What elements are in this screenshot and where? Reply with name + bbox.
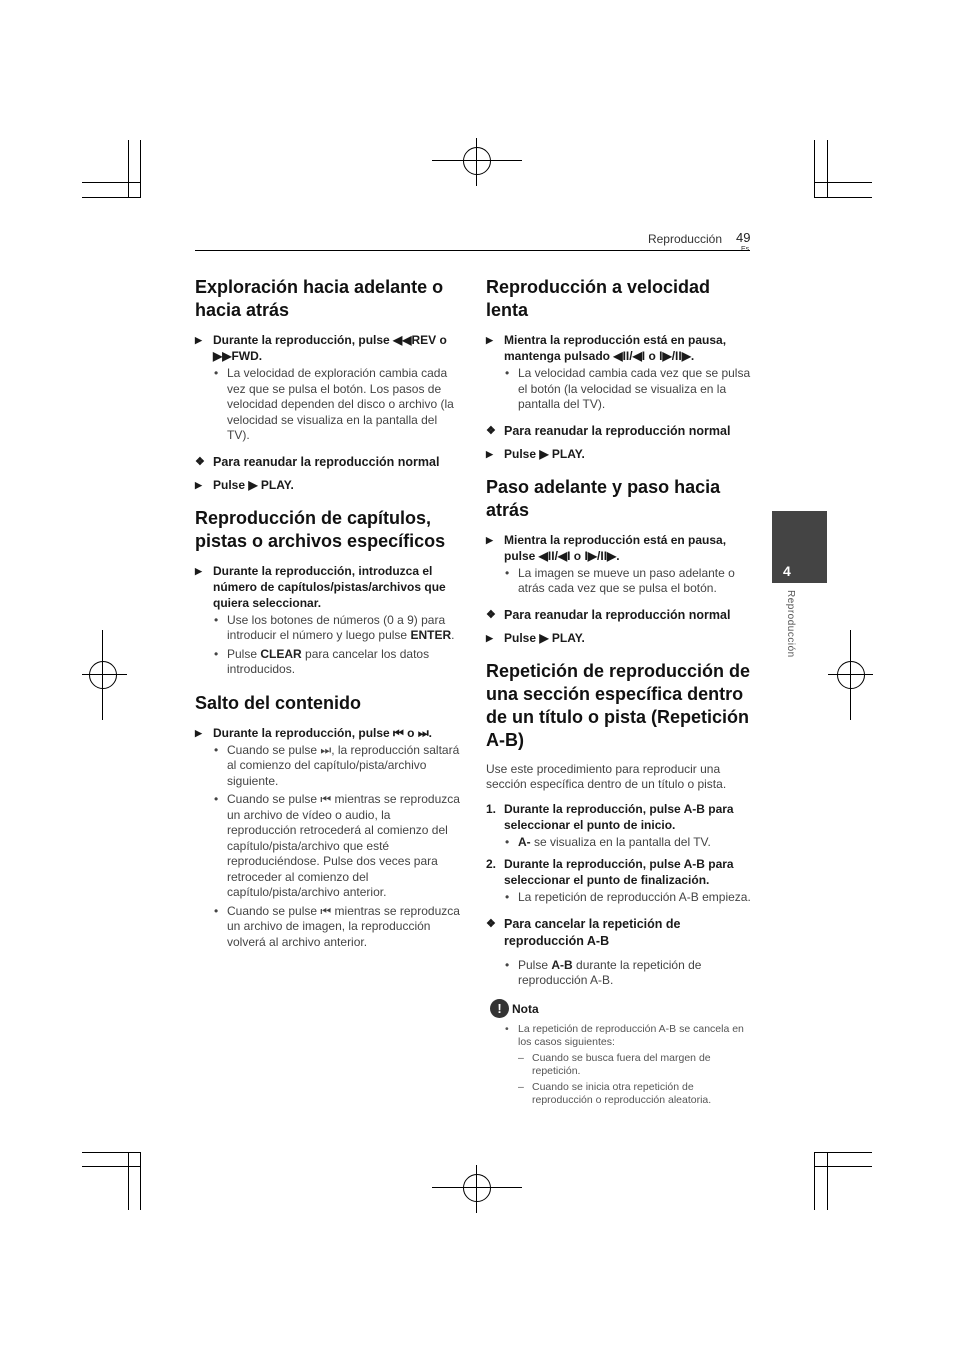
- instruction-step: ▶ Mientra la reproducción está en pausa, mantenga pulsado ◀II/◀I o I▶/II▶.: [486, 333, 727, 363]
- triangle-right-icon: ▶: [486, 632, 493, 643]
- triangle-right-icon: ▶: [195, 335, 202, 345]
- intro-paragraph: Use este procedimiento para reproducir una sección específica dentro de un título o pista.: [486, 761, 727, 791]
- bullet-item: • Cuando se pulse ⏮ mientras se reproduzca un archivo de vídeo o audio, la reproducción retrocederá al comienzo del capítulo/pista/archivo que esté reproduciéndose. Pulse dos veces para retroceder al comienzo del capítulo/pista/archivo anterior.: [214, 792, 460, 899]
- instruction-step: ▶ Pulse ▶ PLAY.: [486, 630, 585, 645]
- key-label: ENTER: [410, 628, 452, 642]
- triangle-right-icon: ▶: [195, 727, 202, 738]
- triangle-right-icon: ▶: [195, 479, 202, 490]
- bullet-item: • Cuando se pulse ⏭, la reproducción saltará al comienzo del capítulo/pista/archivo siguiente.: [214, 742, 460, 788]
- right-column: [486, 276, 751, 1110]
- section-title: Repetición de reproducción de una sección específica dentro de un título o pista (Repetición A-B): [486, 660, 751, 750]
- section-title: Reproducción a velocidad lenta: [486, 277, 711, 320]
- diamond-4-icon: ❖: [486, 608, 496, 621]
- section-title: Paso adelante y paso hacia atrás: [486, 476, 721, 520]
- numbered-step: 1. Durante la reproducción, pulse A-B para seleccionar el punto de inicio.: [486, 801, 734, 832]
- bullet-item: • A- se visualiza en la pantalla del TV.: [505, 834, 711, 849]
- instruction-step: ▶ Mientra la reproducción está en pausa, pulse ◀II/◀I o I▶/II▶.: [486, 532, 727, 563]
- key-label: A-: [518, 834, 531, 849]
- note-dash-item: – Cuando se busca fuera del margen de repetición.: [518, 1051, 711, 1077]
- diamond-4-icon: ❖: [195, 455, 205, 468]
- tip-heading: ❖ Para cancelar la repetición de reproducción A-B: [486, 916, 681, 948]
- bullet-item: • Cuando se pulse ⏮ mientras se reproduzca un archivo de imagen, la reproducción volverá al archivo anterior.: [214, 903, 460, 949]
- left-column: [195, 276, 460, 953]
- section-title: Salto del contenido: [195, 692, 362, 713]
- diamond-4-icon: ❖: [486, 424, 496, 437]
- note-heading: ! Nota: [486, 999, 751, 1019]
- key-label: CLEAR: [260, 646, 302, 661]
- bullet-item: • La velocidad de exploración cambia cada vez que se pulsa el botón. Los pasos de velocidad dependen del disco o archivo (la velocidad se visualiza en la pantalla del TV).: [214, 366, 454, 442]
- bullet-item: • La repetición de reproducción A-B empieza.: [505, 890, 751, 904]
- bullet-item: • Pulse A-B durante la repetición de reproducción A-B.: [505, 957, 702, 987]
- chapter-tab-number: 4: [783, 563, 791, 579]
- triangle-right-icon: ▶: [486, 534, 493, 545]
- instruction-step: ▶ Pulse ▶ PLAY.: [195, 477, 294, 492]
- running-header-section: Reproducción: [647, 232, 722, 246]
- page-number: 49: [736, 230, 751, 245]
- instruction-step: ▶ Durante la reproducción, pulse ⏮ o ⏭.: [195, 725, 432, 740]
- chapter-tab-label: Reproducción: [785, 590, 796, 658]
- tip-heading: ❖ Para reanudar la reproducción normal: [486, 423, 731, 438]
- triangle-right-icon: ▶: [195, 565, 202, 576]
- bullet-item: • Use los botones de números (0 a 9) para introducir el número y luego pulse ENTER.: [214, 612, 455, 642]
- instruction-step: ▶ Pulse ▶ PLAY.: [486, 446, 585, 461]
- triangle-right-icon: ▶: [486, 448, 493, 459]
- instruction-step: ▶ Durante la reproducción, pulse ◀◀REV o ▶▶FWD.: [195, 333, 447, 363]
- note-dash-item: – Cuando se inicia otra repetición de reproducción o reproducción aleatoria.: [518, 1080, 712, 1106]
- instruction-step: ▶ Durante la reproducción, introduzca el número de capítulos/pistas/archivos que quiera seleccionar.: [195, 563, 446, 610]
- triangle-right-icon: ▶: [486, 335, 493, 345]
- chapter-tab: [772, 511, 827, 583]
- tip-heading: ❖ Para reanudar la reproducción normal: [486, 607, 731, 622]
- section-title: Exploración hacia adelante o hacia atrás: [195, 277, 444, 320]
- header-rule: [195, 250, 750, 251]
- diamond-4-icon: ❖: [486, 917, 496, 930]
- bullet-item: • Pulse CLEAR para cancelar los datos introducidos.: [214, 646, 430, 676]
- bullet-item: • La imagen se mueve un paso adelante o atrás cada vez que se pulsa el botón.: [505, 565, 735, 595]
- tip-heading: ❖ Para reanudar la reproducción normal: [195, 454, 440, 469]
- section-title: Reproducción de capítulos, pistas o archivos específicos: [195, 507, 446, 551]
- note-bullet: • La repetición de reproducción A-B se cancela en los casos siguientes:: [505, 1022, 744, 1048]
- key-label: A-B: [551, 957, 573, 972]
- numbered-step: 2. Durante la reproducción, pulse A-B para seleccionar el punto de finalización.: [486, 857, 734, 887]
- exclamation-circle-icon: !: [490, 999, 509, 1018]
- bullet-item: • La velocidad cambia cada vez que se pulsa el botón (la velocidad se visualiza en la pantalla del TV).: [505, 366, 751, 411]
